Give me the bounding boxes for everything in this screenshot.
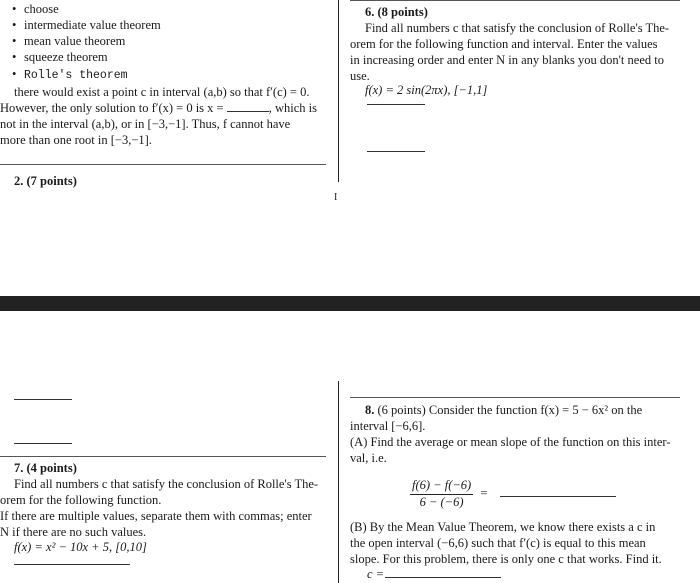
q7-line-2: orem for the following function. xyxy=(0,493,162,507)
q8-mean-slope-answer[interactable] xyxy=(500,490,616,497)
q8-interval: interval [−6,6]. xyxy=(350,419,426,433)
divider-q8 xyxy=(350,397,680,398)
column-divider-top xyxy=(338,0,339,182)
q1-line-2: However, the only solution to f′(x) = 0 is x = , which is xyxy=(0,101,317,115)
q1-line-4: more than one root in [−3,−1]. xyxy=(0,133,152,147)
q8-header: 8. (6 points) Consider the function f(x) = 5 − 6x² on the xyxy=(365,403,643,417)
q8-b-line-3: slope. For this problem, there is only one c that works. Find it. xyxy=(350,552,662,566)
q7-line-4: N if there are no such values. xyxy=(0,525,147,539)
q6-header: 6. (8 points) xyxy=(365,5,428,19)
q6-line-2: orem for the following function and interval. Enter the values xyxy=(350,37,658,51)
q8-a-line-2: val, i.e. xyxy=(350,451,387,465)
divider-q6 xyxy=(350,0,680,1)
column-divider-bottom xyxy=(338,381,339,583)
q6-line-3: in increasing order and enter N in any blanks you don't need to xyxy=(350,53,664,67)
q2-answer-blank-2[interactable] xyxy=(14,437,72,444)
q1-line-3: not in the interval (a,b), or in [−3,−1]. Thus, f cannot have xyxy=(0,117,291,131)
page-separator-band xyxy=(0,296,700,311)
q6-answer-blank-1[interactable] xyxy=(367,98,425,105)
q7-line-1: Find all numbers c that satisfy the conclusion of Rolle's The- xyxy=(14,477,319,491)
q8-fraction: $\frac{f(6) - f(-6)}{6 - (-6)}$ xyxy=(412,478,472,509)
q2-answer-blank-1[interactable] xyxy=(14,393,72,400)
q2-header: 2. (7 points) xyxy=(14,174,77,188)
divider-q2 xyxy=(0,164,326,165)
q7-function: f(x) = x² − 10x + 5, [0,10] xyxy=(14,540,147,554)
theorem-option-rolle[interactable]: • Rolle's theorem xyxy=(14,67,314,84)
q8-c-answer[interactable] xyxy=(385,568,501,578)
q1-line-1: there would exist a point c in interval (a,b) so that f′(c) = 0. xyxy=(14,85,310,99)
q8-mean-slope-expression: $\frac{f(6) - f(-6)}{6 - (-6)}$ = xyxy=(412,478,488,509)
q7-line-3: If there are multiple values, separate them with commas; enter xyxy=(0,509,312,523)
stray-mark: I xyxy=(334,192,338,203)
q7-answer-blank[interactable] xyxy=(14,558,130,565)
q6-answer-blank-2[interactable] xyxy=(367,145,425,152)
q8-c-label: c = xyxy=(367,567,385,581)
q8-b-line-2: the open interval (−6,6) such that f′(c) is equal to this mean xyxy=(350,536,646,550)
theorem-option-squeeze[interactable]: • squeeze theorem xyxy=(14,50,314,66)
theorem-option-mvt[interactable]: • mean value theorem xyxy=(14,34,314,50)
q6-line-1: Find all numbers c that satisfy the conclusion of Rolle's The- xyxy=(365,21,670,35)
q6-line-4: use. xyxy=(350,69,370,83)
q6-function: f(x) = 2 sin(2πx), [−1,1] xyxy=(365,83,488,97)
q8-b-line-1: (B) By the Mean Value Theorem, we know there exists a c in xyxy=(350,520,656,534)
divider-q7 xyxy=(0,456,326,457)
theorem-option-choose[interactable]: • choose xyxy=(14,2,314,18)
q1-answer-blank[interactable] xyxy=(227,111,269,112)
theorem-option-ivt[interactable]: • intermediate value theorem xyxy=(14,18,314,34)
q8-a-line-1: (A) Find the average or mean slope of the function on this inter- xyxy=(350,435,671,449)
q7-header: 7. (4 points) xyxy=(14,461,77,475)
